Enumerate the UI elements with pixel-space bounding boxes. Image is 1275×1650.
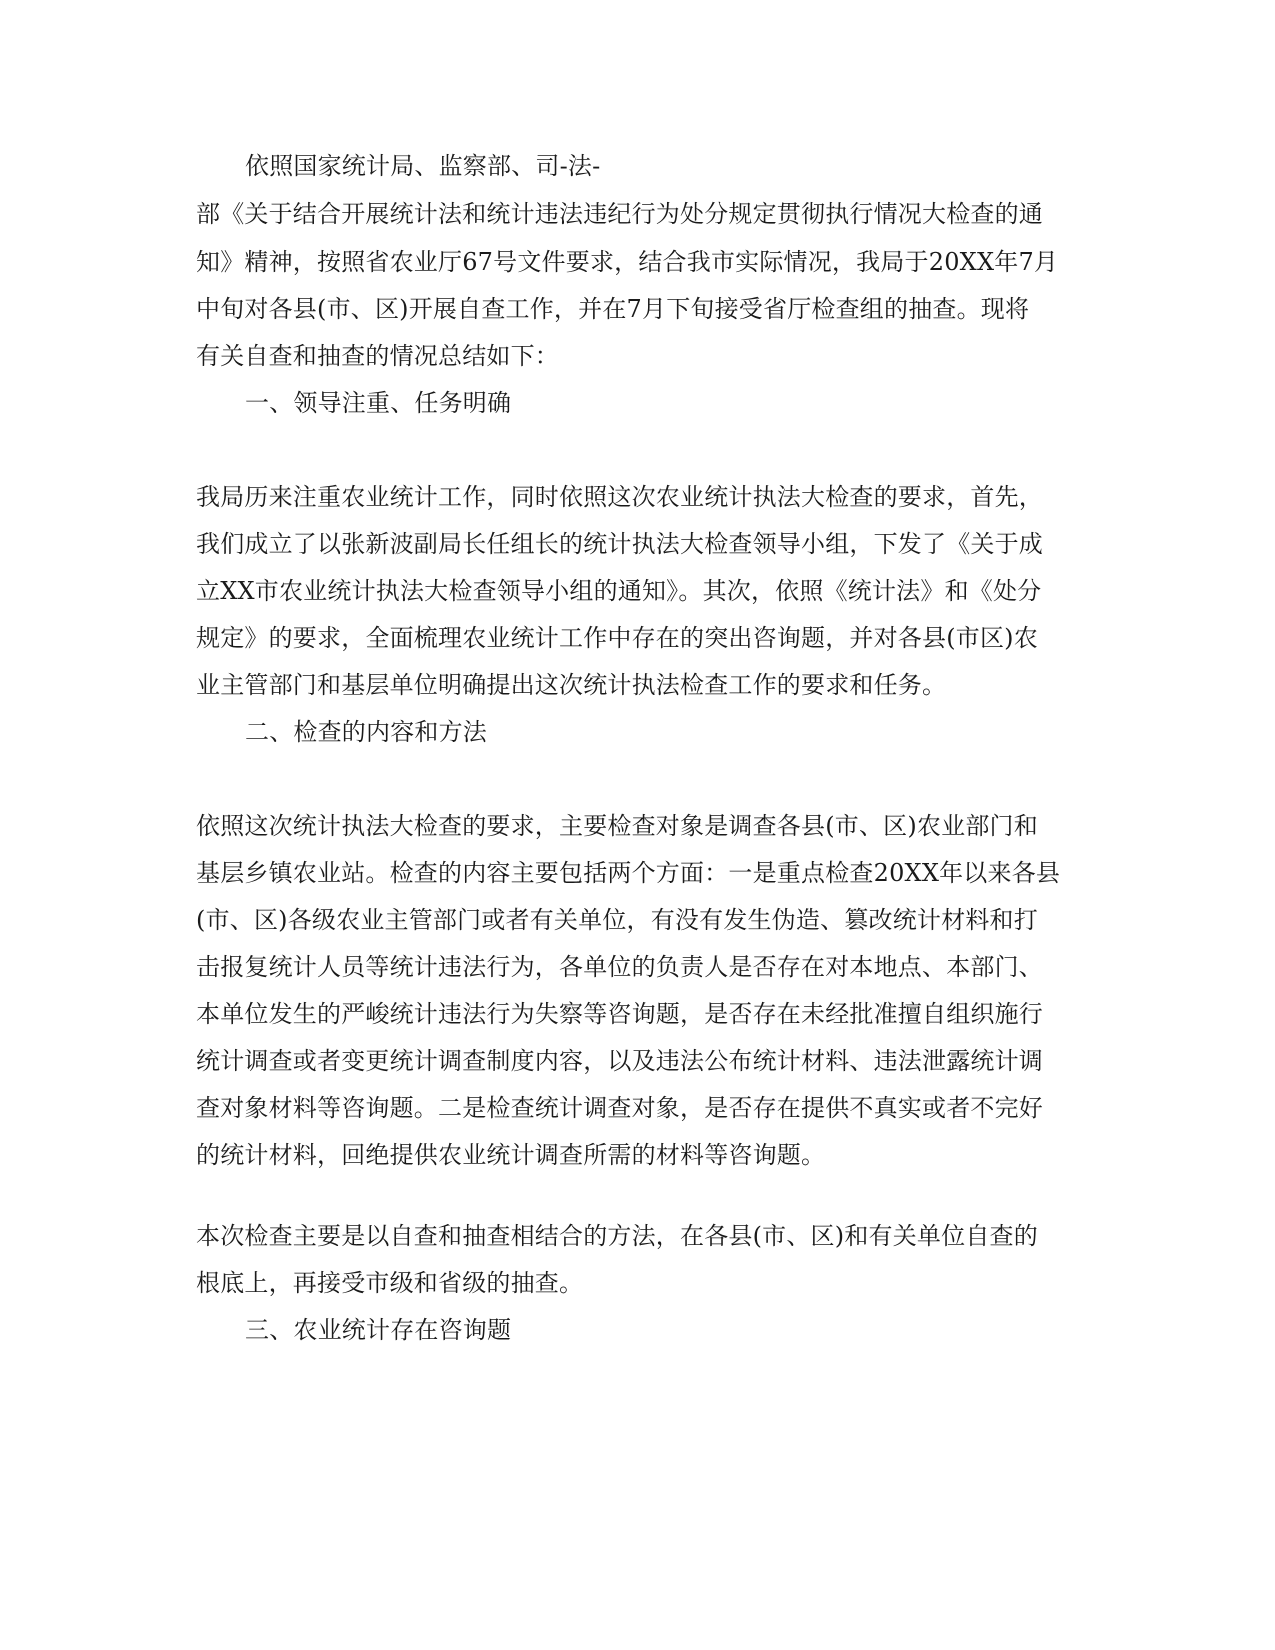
paragraph-intro-line: 有关自查和抽查的情况总结如下： — [196, 342, 559, 370]
paragraph-content-line: 本单位发生的严峻统计违法行为失察等咨询题，是否存在未经批准擅自组织施行 — [196, 1000, 1043, 1028]
paragraph-method-line: 本次检查主要是以自查和抽查相结合的方法，在各县(市、区)和有关单位自查的 — [196, 1222, 1038, 1250]
paragraph-content-line: 的统计材料，回绝提供农业统计调查所需的材料等咨询题。 — [196, 1141, 826, 1169]
paragraph-content-line: 击报复统计人员等统计违法行为，各单位的负责人是否存在对本地点、本部门、 — [196, 953, 1043, 981]
section-heading-2: 二、检查的内容和方法 — [245, 718, 487, 746]
section-heading-1: 一、领导注重、任务明确 — [245, 389, 512, 417]
paragraph-intro-line: 依照国家统计局、监察部、司-法- — [245, 152, 601, 180]
paragraph-leadership-line: 业主管部门和基层单位明确提出这次统计执法检查工作的要求和任务。 — [196, 671, 947, 699]
paragraph-leadership-line: 我们成立了以张新波副局长任组长的统计执法大检查领导小组，下发了《关于成 — [196, 530, 1043, 558]
paragraph-content-line: 基层乡镇农业站。检查的内容主要包括两个方面：一是重点检查20XX年以来各县 — [196, 859, 1061, 887]
paragraph-intro-line: 部《关于结合开展统计法和统计违法违纪行为处分规定贯彻执行情况大检查的通 — [196, 200, 1043, 228]
paragraph-content-line: 统计调查或者变更统计调查制度内容，以及违法公布统计材料、违法泄露统计调 — [196, 1047, 1043, 1075]
paragraph-content-line: 依照这次统计执法大检查的要求，主要检查对象是调查各县(市、区)农业部门和 — [196, 812, 1038, 840]
paragraph-leadership-line: 立XX市农业统计执法大检查领导小组的通知》。其次，依照《统计法》和《处分 — [196, 577, 1042, 605]
paragraph-intro-line: 知》精神，按照省农业厅67号文件要求，结合我市实际情况，我局于20XX年7月 — [196, 248, 1059, 276]
paragraph-leadership-line: 规定》的要求，全面梳理农业统计工作中存在的突出咨询题，并对各县(市区)农 — [196, 624, 1038, 652]
paragraph-leadership-line: 我局历来注重农业统计工作，同时依照这次农业统计执法大检查的要求，首先， — [196, 483, 1043, 511]
paragraph-content-line: 查对象材料等咨询题。二是检查统计调查对象，是否存在提供不真实或者不完好 — [196, 1094, 1043, 1122]
section-heading-3: 三、农业统计存在咨询题 — [245, 1316, 512, 1344]
paragraph-method-line: 根底上，再接受市级和省级的抽查。 — [196, 1269, 584, 1297]
paragraph-intro-line: 中旬对各县(市、区)开展自查工作，并在7月下旬接受省厅检查组的抽查。现将 — [196, 295, 1030, 323]
paragraph-content-line: (市、区)各级农业主管部门或者有关单位，有没有发生伪造、篡改统计材料和打 — [196, 906, 1038, 934]
